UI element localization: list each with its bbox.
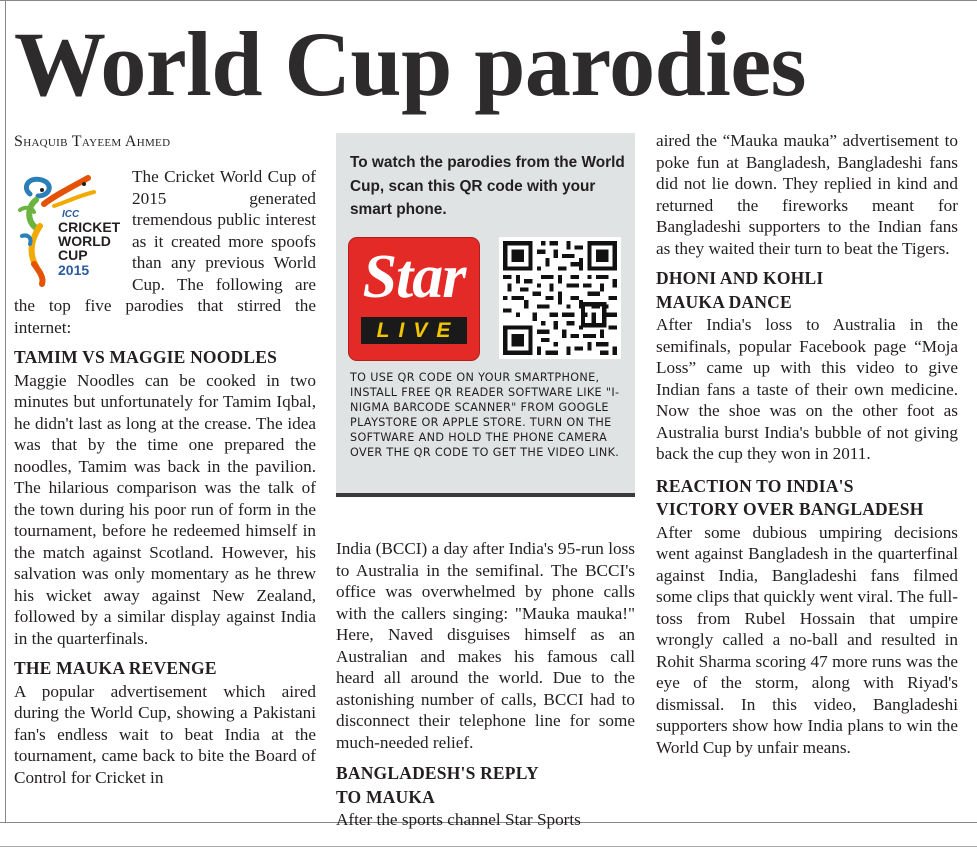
subhead-bangladesh-reply-line1: BANGLADESH'S REPLY <box>336 763 539 783</box>
subhead-reaction-line1: REACTION TO INDIA'S <box>656 475 854 496</box>
body-bangladesh-reply-col3: aired the “Mauka mauka” advertisement to poke fun at Bangladesh, Bangladeshi fans did not lie down. They replied in kind and returned the fireworks meant for Bangladeshi supporters to the Indian fans as they waited their turn to beat the Tigers. <box>656 131 958 258</box>
subhead-mauka-revenge: THE MAUKA REVENGE <box>14 658 217 678</box>
subhead-bangladesh-reply <box>336 762 635 809</box>
column-1 <box>14 130 316 788</box>
qr-info-box <box>336 133 635 497</box>
logo-icc: ICC <box>62 209 80 220</box>
qr-code-graphic <box>499 237 621 359</box>
subhead-dhoni-kohli-line1: DHONI AND KOHLI <box>656 268 824 288</box>
subhead-reaction <box>656 475 958 522</box>
byline: Shaquib Tayeem Ahmed <box>14 133 171 150</box>
qr-instructions: TO USE QR CODE ON YOUR SMARTPHONE, INSTALL FREE QR READER SOFTWARE LIKE "I-NIGMA BARCODE SCANNER" FROM GOOGLE PLAYSTORE OR APPLE STORE. TURN ON THE SOFTWARE AND HOLD THE PHONE CAMERA OVER THE QR CODE TO GET THE VIDEO LINK. <box>350 371 620 460</box>
left-rule <box>5 0 6 822</box>
qr-code[interactable] <box>499 237 621 359</box>
top-rule <box>0 0 977 1</box>
body-reaction: After some dubious umpiring decisions went against Bangladesh in the quarterfinal against India, Bangladeshi fans filmed some clips that quickly went viral. The full-toss from Rubel Hossain that umpire wrongly called a no-ball and resulted in Rohit Sharma scoring 47 more runs was the eye of the storm, along with Riyad's dismissal. In this video, Bangladeshi supporters show how India plans to win the World Cup by unfair means. <box>656 522 958 757</box>
qr-box-title: To watch the parodies from the World Cup, scan this QR code with your smart phone. <box>350 154 625 218</box>
subhead-bangladesh-reply-line2: TO MAUKA <box>336 786 435 807</box>
subhead-dhoni-kohli-line2: MAUKA DANCE <box>656 291 792 312</box>
body-bangladesh-reply-col2: After the sports channel Star Sports <box>336 810 581 829</box>
logo-line2: WORLD <box>58 233 111 249</box>
subhead-tamim: TAMIM VS MAGGIE NOODLES <box>14 347 278 367</box>
subhead-reaction-line2: VICTORY OVER BANGLADESH <box>656 499 924 519</box>
logo-line3: CUP <box>58 247 88 263</box>
live-label: LIVE <box>361 317 467 344</box>
intro-paragraph: The Cricket World Cup of 2015 generated tremendous public interest as it created more spoofs than any previous World Cup. The following are the top five parodies that stirred the internet: <box>14 167 316 337</box>
body-dhoni-kohli: After India's loss to Australia in the semifinals, popular Facebook page “Moja Loss” came up with this video to give Indian fans a taste of their own medicine. Now the shoe was on the other foot as Australia burst India's bubble of not giving back the cup they won in 2011. <box>656 315 958 463</box>
subhead-dhoni-kohli <box>656 267 958 314</box>
logo-year: 2015 <box>58 262 90 278</box>
column-2 <box>336 538 635 831</box>
body-mauka-col1: A popular advertisement which aired during the World Cup, showing a Pakistani fan's endless wait to beat India at the tournament, came back to bite the Board of Control for Cricket in <box>14 681 316 787</box>
bottom-rule-secondary <box>0 846 977 847</box>
column-3 <box>656 130 958 758</box>
body-mauka-col2: India (BCCI) a day after India's 95-run loss to Australia in the semifinal. The BCCI's office was overwhelmed by phone calls with the callers singing: "Mauka mauka!" Here, Naved disguises himself as an Australian and makes his famous call heard all around the world. Due to the astonishing number of calls, BCCI had to disconnect their telephone line for some much-needed relief. <box>336 539 635 752</box>
star-logo-text: Star <box>362 243 466 311</box>
body-tamim: Maggie Noodles can be cooked in two minutes but unfortunately for Tamim Iqbal, he didn't last as long at the crease. The idea was that by the time one prepared the noodles, Tamim was back in the pavilion. The hilarious comparison was the talk of the town during his poor run of form in the tournament, before he redeemed himself in the match against Scotland. However, his salvation was only momentary as he threw his wicket away against New Zealand, followed by a similar display against India in the quarterfinals. <box>14 370 316 648</box>
headline: World Cup parodies <box>14 13 806 115</box>
world-cup-logo-graphic <box>14 166 122 288</box>
logo-line1: CRICKET <box>58 219 121 235</box>
world-cup-logo <box>14 166 122 288</box>
star-live-logo <box>348 237 480 361</box>
